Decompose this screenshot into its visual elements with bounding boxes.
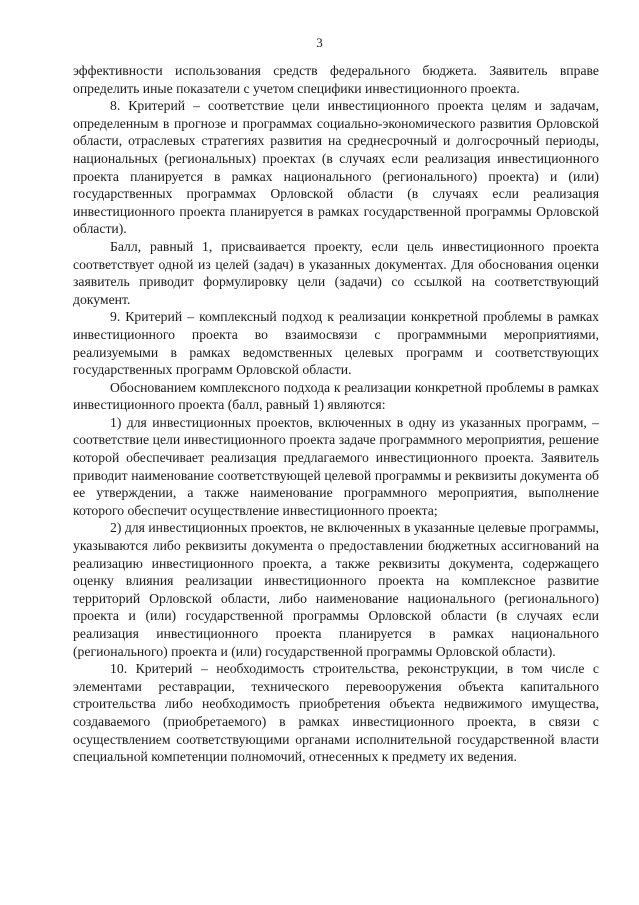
paragraph-intro-continuation: эффективности использования средств федерального бюджета. Заявитель вправе определить иные показатели с учетом специфики инвестиционного проекта. <box>73 63 599 96</box>
paragraph-justification-intro: Обоснованием комплексного подхода к реализации конкретной проблемы в рамках инвестиционного проекта (балл, равный 1) являются: <box>73 379 599 413</box>
paragraph-score-criterion-8: Балл, равный 1, присваивается проекту, если цель инвестиционного проекта соответствует одной из целей (задач) в указанных документах. Для обоснования оценки заявитель приводит формулировку цели (задачи) со ссылкой на соответствующий документ. <box>73 238 599 307</box>
paragraph-criterion-8: 8. Критерий – соответствие цели инвестиционного проекта целям и задачам, определенным в прогнозе и программах социально-экономического развития Орловской области, отраслевых стратегиях развития на среднесрочный и долгосрочный периоды, национальных (региональных) проектах (в случаях если реализация инвестиционного проекта планируется в рамках национального (регионального) проекта) и (или) государственных программах Орловской области (в случаях если реализация инвестиционного проекта планируется в рамках государственной программы Орловской области). <box>73 98 599 237</box>
document-body <box>73 62 599 766</box>
paragraph-criterion-10: 10. Критерий – необходимость строительства, реконструкции, в том числе с элементами реставрации, технического перевооружения объекта капитального строительства либо необходимость приобретения объекта недвижимого имущества, создаваемого (приобретаемого) в рамках инвестиционного проекта, в связи с осуществлением соответствующими органами исполнительной государственной власти специальной компетенции полномочий, отнесенных к предмету их ведения. <box>73 661 599 765</box>
page-number: 3 <box>316 35 323 50</box>
paragraph-criterion-9: 9. Критерий – комплексный подход к реализации конкретной проблемы в рамках инвестиционного проекта во взаимосвязи с программными мероприятиями, реализуемыми в рамках ведомственных целевых программ и соответствующих государственных программ Орловской области. <box>73 309 599 378</box>
paragraph-list-item-1: 1) для инвестиционных проектов, включенных в одну из указанных программ, – соответствие цели инвестиционного проекта задаче программного мероприятия, решение которой обеспечивает реализация предлагаемого инвестиционного проекта. Заявитель приводит наименование соответствующей целевой программы и реквизиты документа об ее утверждении, а также наименование программного мероприятия, выполнение которого обеспечит осуществление инвестиционного проекта; <box>73 414 599 518</box>
paragraph-list-item-2: 2) для инвестиционных проектов, не включенных в указанные целевые программы, указываются либо реквизиты документа о предоставлении бюджетных ассигнований на реализацию инвестиционного проекта, а также реквизиты документа, содержащего оценку влияния реализации инвестиционного проекта на комплексное развитие территорий Орловской области, либо наименование национального (регионального) проекта и (или) государственной программы Орловской области (в случаях если реализация инвестиционного проекта планируется в рамках национального (регионального) проекта и (или) государственной программы Орловской области). <box>73 520 600 659</box>
